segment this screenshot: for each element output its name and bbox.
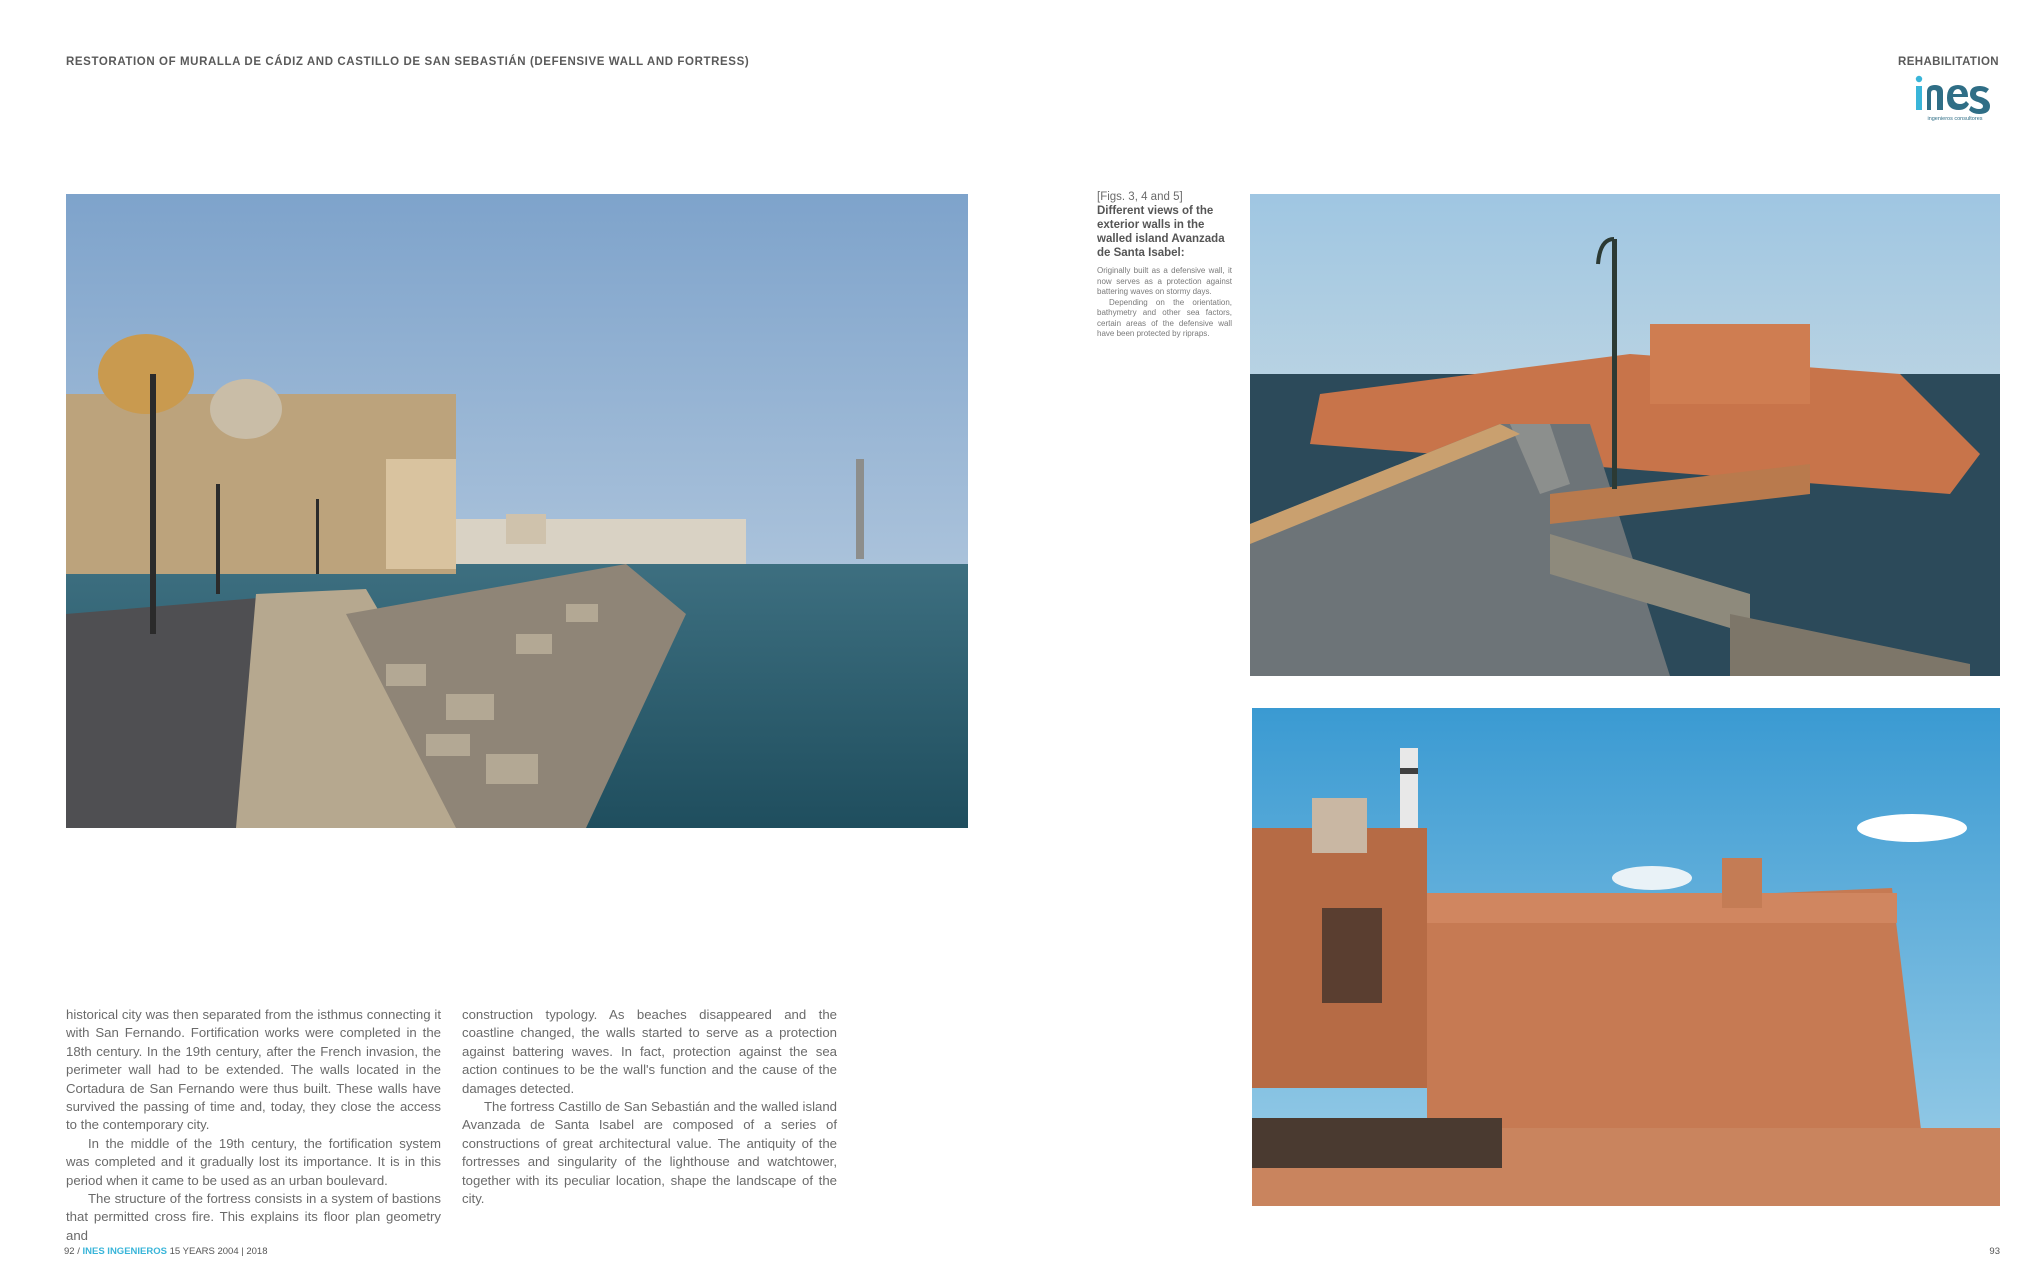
footer-years: 15 YEARS 2004 | 2018 xyxy=(169,1246,268,1257)
photo-seawall-promenade xyxy=(66,194,968,828)
caption-paragraph: Originally built as a defensive wall, it now serves as a protection against battering waves on stormy days. xyxy=(1097,266,1232,296)
figure-caption xyxy=(1097,190,1232,340)
section-label: REHABILITATION xyxy=(1898,56,1999,68)
page-number-right: 93 xyxy=(1989,1246,2000,1257)
ines-logo xyxy=(1911,72,1999,124)
photo-castle-lighthouse xyxy=(1252,708,2000,1206)
caption-figure-ref: [Figs. 3, 4 and 5] xyxy=(1097,191,1183,203)
body-paragraph: historical city was then separated from the isthmus connecting it with San Fernando. Fortification works were completed in the 18th century. In the 19th century, after the French invasion, the perimeter wall had to be extended. The walls located in the Cortadura de San Fernando were thus built. These walls have survived the passing of time and, today, they close the access to the contemporary city. xyxy=(66,1007,441,1133)
body-column-right xyxy=(462,1006,837,1208)
body-column-left xyxy=(66,1006,441,1245)
footer-left xyxy=(64,1246,268,1257)
body-paragraph: The fortress Castillo de San Sebastián and the walled island Avanzada de Santa Isabel are composed of a series of constructions of great architectural value. The antiquity of the fortresses and singularity of the lighthouse and watchtower, together with its peculiar location, shape the landscape of the city. xyxy=(462,1099,837,1207)
running-header-title: RESTORATION OF MURALLA DE CÁDIZ AND CASTILLO DE SAN SEBASTIÁN (DEFENSIVE WALL AND FORTRESS) xyxy=(66,56,750,68)
page-number-left: 92 / xyxy=(64,1246,80,1257)
body-paragraph: The structure of the fortress consists in a system of bastions that permitted cross fire. This explains its floor plan geometry and xyxy=(66,1191,441,1243)
caption-body xyxy=(1097,266,1232,340)
svg-text:ingenieros consultores: ingenieros consultores xyxy=(1927,116,1983,122)
body-paragraph: construction typology. As beaches disappeared and the coastline changed, the walls started to serve as a protection against battering waves. In fact, protection against the sea action continues to be the wall's function and the cause of the damages detected. xyxy=(462,1007,837,1096)
body-paragraph: In the middle of the 19th century, the fortification system was completed and it gradually lost its importance. It is in this period when it came to be used as an urban boulevard. xyxy=(66,1135,441,1188)
caption-title: Different views of the exterior walls in the walled island Avanzada de Santa Isabel: xyxy=(1097,205,1225,259)
photo-fortress-walkway xyxy=(1250,194,2000,676)
caption-paragraph: Depending on the orientation, bathymetry and other sea factors, certain areas of the defensive wall have been protected by ripraps. xyxy=(1097,297,1232,338)
footer-brand: INES INGENIEROS xyxy=(82,1246,167,1257)
